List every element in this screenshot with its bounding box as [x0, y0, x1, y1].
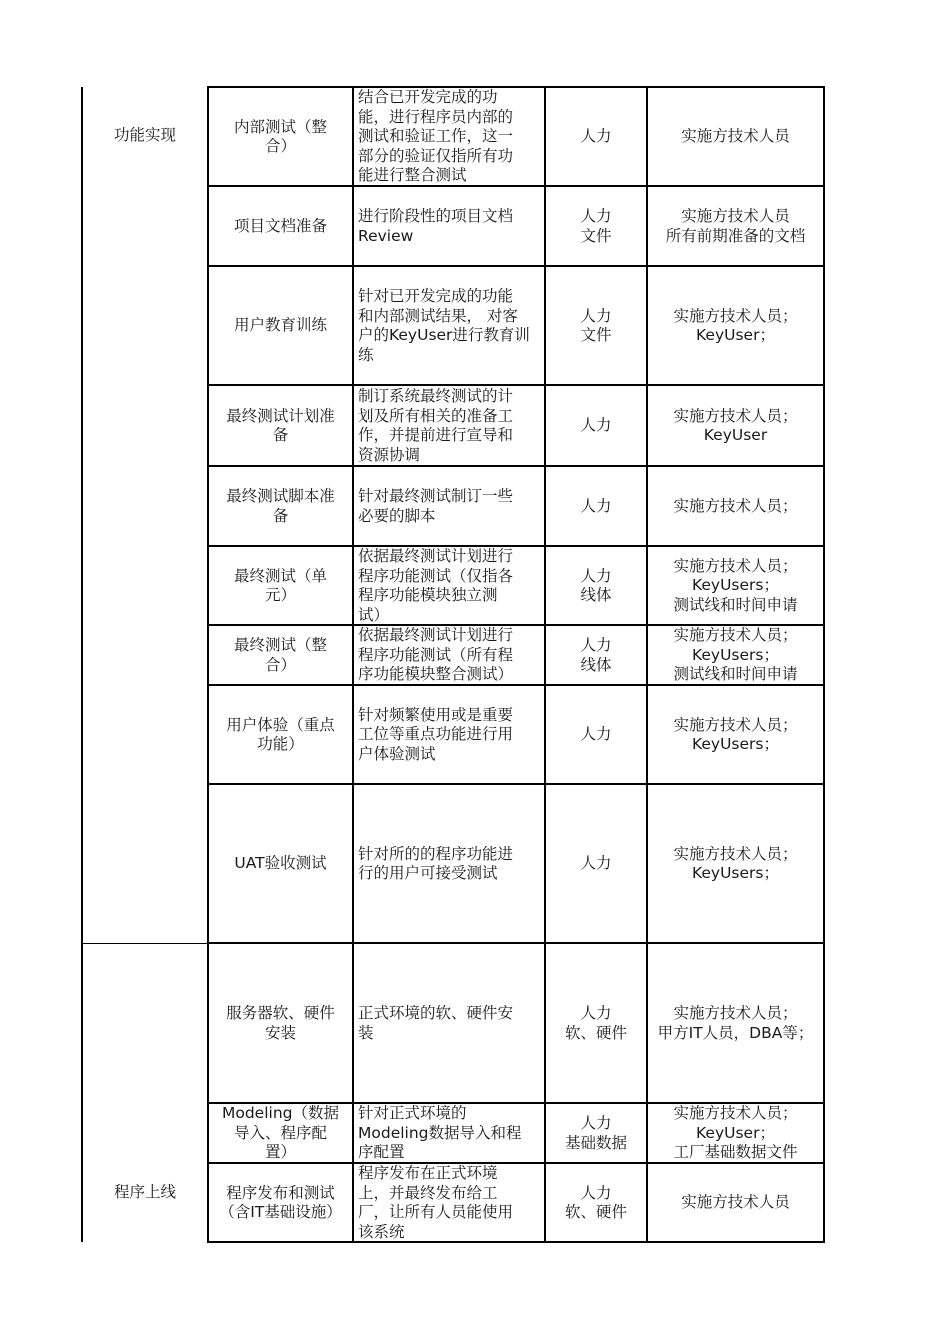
resource-cell [546, 1164, 646, 1242]
task-name-cell-text: 最终测试计划准 备 [226, 406, 335, 444]
personnel-cell-text: 实施方技术人员； KeyUser [673, 406, 798, 444]
resource-cell [546, 547, 646, 625]
task-name-cell [209, 686, 352, 784]
phase-column-rule [81, 87, 83, 1242]
task-name-cell-text: Modeling（数据 导入、程序配 置） [221, 1104, 339, 1162]
resource-cell [546, 944, 646, 1103]
personnel-cell-text: 实施方技术人员； KeyUsers； 测试线和时间申请 [673, 556, 798, 614]
resource-cell-text: 人力 线体 [580, 636, 612, 674]
resource-cell-text: 人力 线体 [580, 566, 612, 604]
task-description-cell [354, 785, 544, 943]
resource-cell [546, 785, 646, 943]
task-name-cell-text: 项目文档准备 [233, 216, 327, 235]
task-description-cell-text: 针对已开发完成的功能 和内部测试结果， 对客 户的KeyUser进行教育训 练 [358, 287, 530, 364]
phase-divider [82, 943, 208, 944]
task-name-cell-text: 内部测试（整 合） [233, 117, 327, 155]
resource-cell [546, 386, 646, 466]
resource-cell-text: 人力 软、硬件 [564, 1004, 627, 1042]
task-description-cell-text: 制订系统最终测试的计 划及所有相关的准备工 作，并提前进行宣导和 资源协调 [358, 387, 514, 464]
task-name-cell [209, 267, 352, 385]
table-col-border-4 [823, 87, 825, 1243]
task-description-cell-text: 依据最终测试计划进行 程序功能测试（所有程 序功能模块整合测试） [358, 626, 514, 684]
resource-cell-text: 人力 软、硬件 [564, 1183, 627, 1221]
task-name-cell-text: 最终测试（整 合） [233, 636, 327, 674]
task-name-cell [209, 944, 352, 1103]
task-name-cell [209, 1164, 352, 1242]
phase-label-text: 程序上线 [113, 1183, 176, 1202]
task-description-cell-text: 针对频繁使用或是重要 工位等重点功能进行用 户体验测试 [358, 705, 514, 763]
personnel-cell-text: 实施方技术人员； 甲方IT人员，DBA等； [657, 1004, 814, 1042]
task-name-cell-text: 最终测试脚本准 备 [226, 487, 335, 525]
task-description-cell [354, 386, 544, 466]
task-description-cell [354, 686, 544, 784]
personnel-cell [648, 686, 823, 784]
personnel-cell-text: 实施方技术人员； KeyUsers； [673, 715, 798, 753]
personnel-cell [648, 467, 823, 546]
task-name-cell [209, 547, 352, 625]
task-description-cell-text: 依据最终测试计划进行 程序功能测试（仅指各 程序功能模块独立测 试） [358, 547, 514, 624]
resource-cell-text: 人力 文件 [580, 306, 612, 344]
task-description-cell [354, 547, 544, 625]
personnel-cell [648, 547, 823, 625]
resource-cell [546, 88, 646, 186]
resource-cell-text: 人力 基础数据 [564, 1114, 627, 1152]
resource-cell [546, 467, 646, 546]
resource-cell [546, 686, 646, 784]
resource-cell-text: 人力 [580, 127, 612, 146]
task-name-cell [209, 386, 352, 466]
personnel-cell-text: 实施方技术人员 所有前期准备的文档 [665, 207, 806, 245]
task-description-cell-text: 针对最终测试制订一些 必要的脚本 [358, 487, 514, 525]
resource-cell [546, 1104, 646, 1163]
personnel-cell-text: 实施方技术人员 [681, 1193, 790, 1212]
personnel-cell [648, 1164, 823, 1242]
phase-label-text: 功能实现 [113, 126, 176, 145]
task-name-cell [209, 187, 352, 266]
task-name-cell-text: UAT验收测试 [234, 854, 327, 873]
phase-label [82, 1181, 208, 1205]
personnel-cell-text: 实施方技术人员； KeyUsers； [673, 844, 798, 882]
task-name-cell-text: 程序发布和测试 （含IT基础设施） [219, 1183, 342, 1221]
task-description-cell [354, 1104, 544, 1163]
task-name-cell-text: 用户体验（重点 功能） [226, 715, 335, 753]
task-description-cell [354, 88, 544, 186]
personnel-cell [648, 386, 823, 466]
personnel-cell [648, 267, 823, 385]
personnel-cell-text: 实施方技术人员； KeyUser； 工厂基础数据文件 [673, 1104, 798, 1162]
personnel-cell-text: 实施方技术人员； [673, 496, 798, 515]
task-description-cell [354, 626, 544, 685]
resource-cell-text: 人力 [580, 416, 612, 435]
task-description-cell-text: 程序发布在正式环境 上，并最终发布给工 厂，让所有人员能使用 该系统 [358, 1164, 514, 1241]
task-name-cell-text: 最终测试（单 元） [233, 566, 327, 604]
task-description-cell-text: 正式环境的软、硬件安 装 [358, 1004, 514, 1042]
personnel-cell [648, 1104, 823, 1163]
task-description-cell [354, 467, 544, 546]
task-description-cell [354, 944, 544, 1103]
task-name-cell-text: 用户教育训练 [233, 316, 327, 335]
personnel-cell [648, 944, 823, 1103]
personnel-cell [648, 626, 823, 685]
task-description-cell-text: 进行阶段性的项目文档 Review [358, 207, 514, 245]
task-name-cell [209, 1104, 352, 1163]
personnel-cell [648, 187, 823, 266]
personnel-cell [648, 785, 823, 943]
resource-cell [546, 187, 646, 266]
personnel-cell-text: 实施方技术人员； KeyUser； [673, 306, 798, 344]
personnel-cell [648, 88, 823, 186]
task-description-cell-text: 结合已开发完成的功 能，进行程序员内部的 测试和验证工作，这一 部分的验证仅指所有功 能进行整合测试 [358, 88, 514, 185]
resource-cell-text: 人力 文件 [580, 207, 612, 245]
task-description-cell-text: 针对所的的程序功能进 行的用户可接受测试 [358, 844, 514, 882]
task-description-cell [354, 267, 544, 385]
resource-cell-text: 人力 [580, 496, 612, 515]
resource-cell [546, 626, 646, 685]
resource-cell-text: 人力 [580, 725, 612, 744]
resource-cell-text: 人力 [580, 854, 612, 873]
task-description-cell-text: 针对正式环境的 Modeling数据导入和程 序配置 [358, 1104, 522, 1162]
personnel-cell-text: 实施方技术人员 [681, 127, 790, 146]
task-name-cell-text: 服务器软、硬件 安装 [226, 1004, 335, 1042]
phase-label [82, 124, 208, 148]
task-name-cell [209, 467, 352, 546]
task-description-cell [354, 1164, 544, 1242]
task-description-cell [354, 187, 544, 266]
task-name-cell [209, 785, 352, 943]
personnel-cell-text: 实施方技术人员； KeyUsers； 测试线和时间申请 [673, 626, 798, 684]
resource-cell [546, 267, 646, 385]
task-name-cell [209, 88, 352, 186]
task-name-cell [209, 626, 352, 685]
